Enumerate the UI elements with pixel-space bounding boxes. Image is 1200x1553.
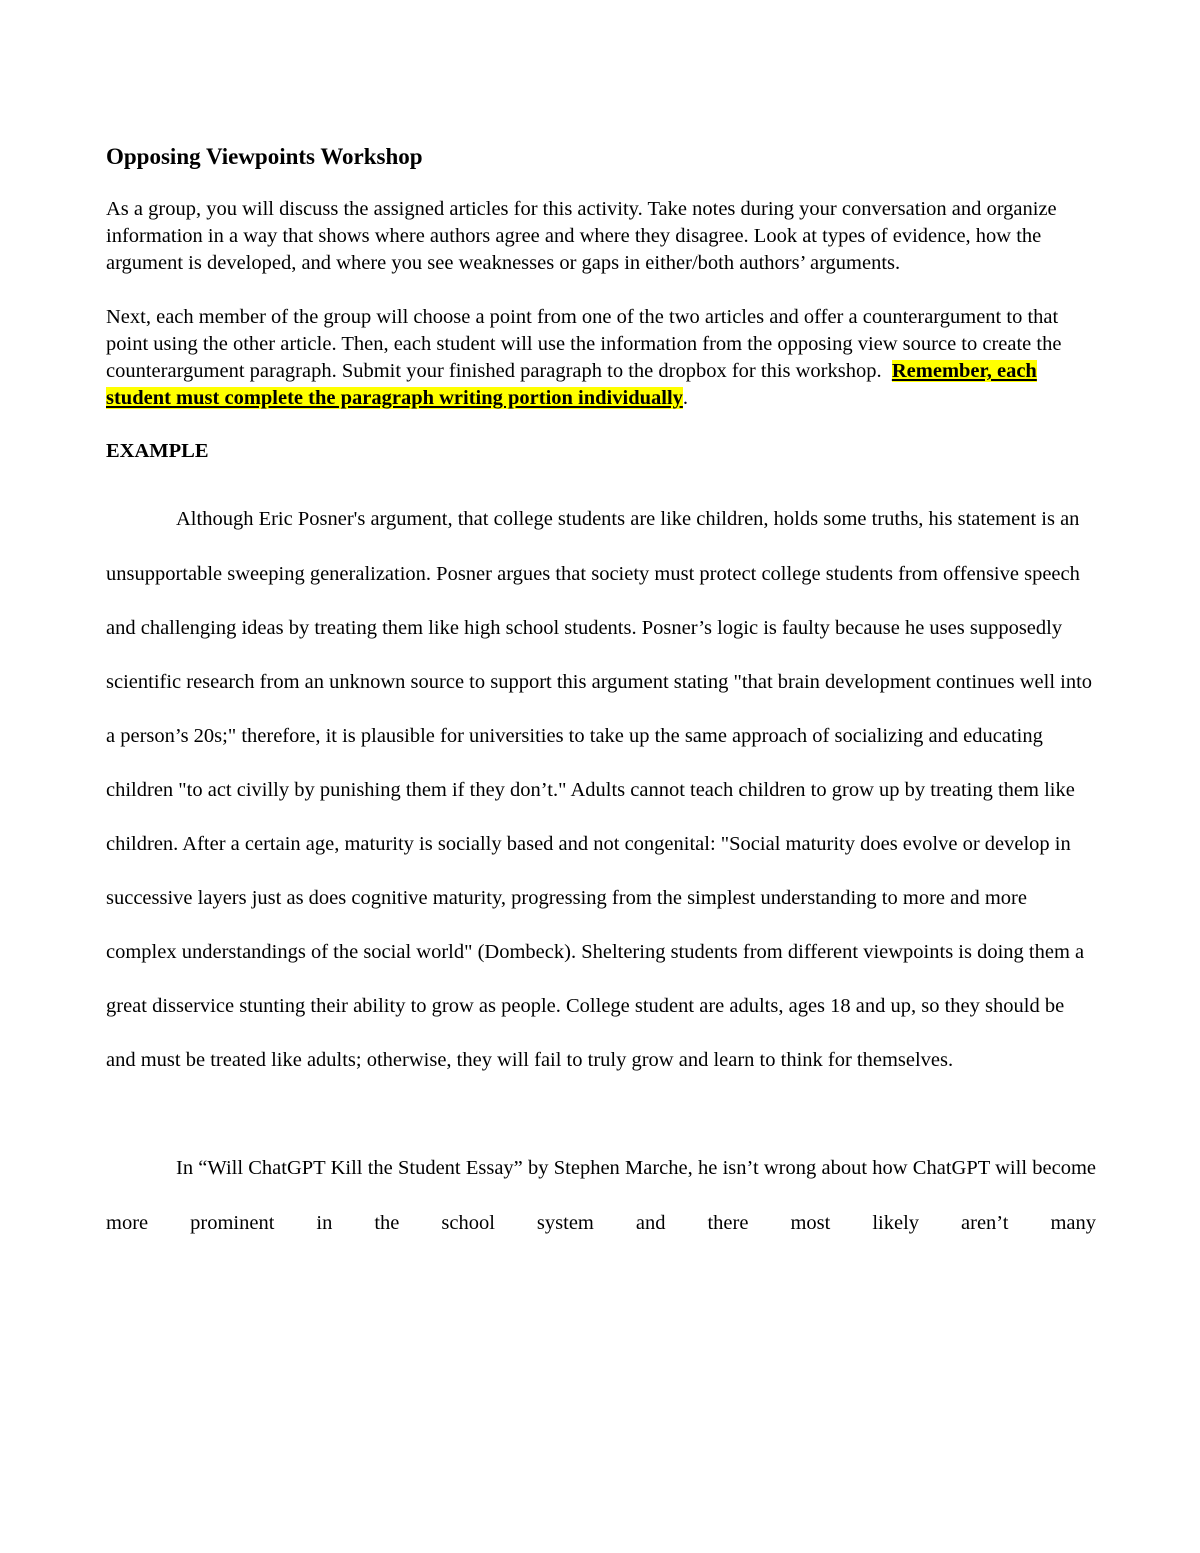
instructions-paragraph <box>106 304 1096 413</box>
example-heading: EXAMPLE <box>106 440 209 463</box>
instructions-text: Next, each member of the group will choose a point from one of the two articles and offer a counterargument to that point using the other article. Then, each student will use the information from the opposing view source to create the counterargument paragraph. Submit your finished paragraph to the dropbox for this workshop. <box>106 305 1062 383</box>
document-title: Opposing Viewpoints Workshop <box>106 144 423 169</box>
example-paragraph: Although Eric Posner's argument, that college students are like children, holds some truths, his statement is an unsupportable sweeping generalization. Posner argues that society must protect college students from offensive speech and challenging ideas by treating them like high school students. Posner’s logic is faulty because he uses supposedly scientific research from an unknown source to support this argument stating "that brain development continues well into a person’s 20s;" therefore, it is plausible for universities to take up the same approach of socializing and educating children "to act civilly by punishing them if they don’t." Adults cannot teach children to grow up by treating them like children. After a certain age, maturity is socially based and not congenital: "Social maturity does evolve or develop in successive layers just as does cognitive maturity, progressing from the simplest understanding to more and more complex understandings of the social world" (Dombeck). Sheltering students from different viewpoints is doing them a great disservice stunting their ability to grow as people. College student are adults, ages 18 and up, so they should be and must be treated like adults; otherwise, they will fail to truly grow and learn to think for themselves. <box>106 508 1093 1072</box>
reminder-period: . <box>682 387 689 410</box>
document-page <box>106 140 1096 1250</box>
highlighted-reminder: Remember, each student must complete the paragraph writing portion individually <box>106 360 1037 410</box>
intro-paragraph: As a group, you will discuss the assigned articles for this activity. Take notes during your conversation and organize information in a way that shows where authors agree and where they disagree. Look at types of evidence, how the argument is developed, and where you see weaknesses or gaps in either/both authors’ arguments. <box>106 198 1057 275</box>
student-essay-paragraph: In “Will ChatGPT Kill the Student Essay” by Stephen Marche, he isn’t wrong about how ChatGPT will become more prominent in the school system and there most likely aren’t many <box>106 1157 1096 1234</box>
